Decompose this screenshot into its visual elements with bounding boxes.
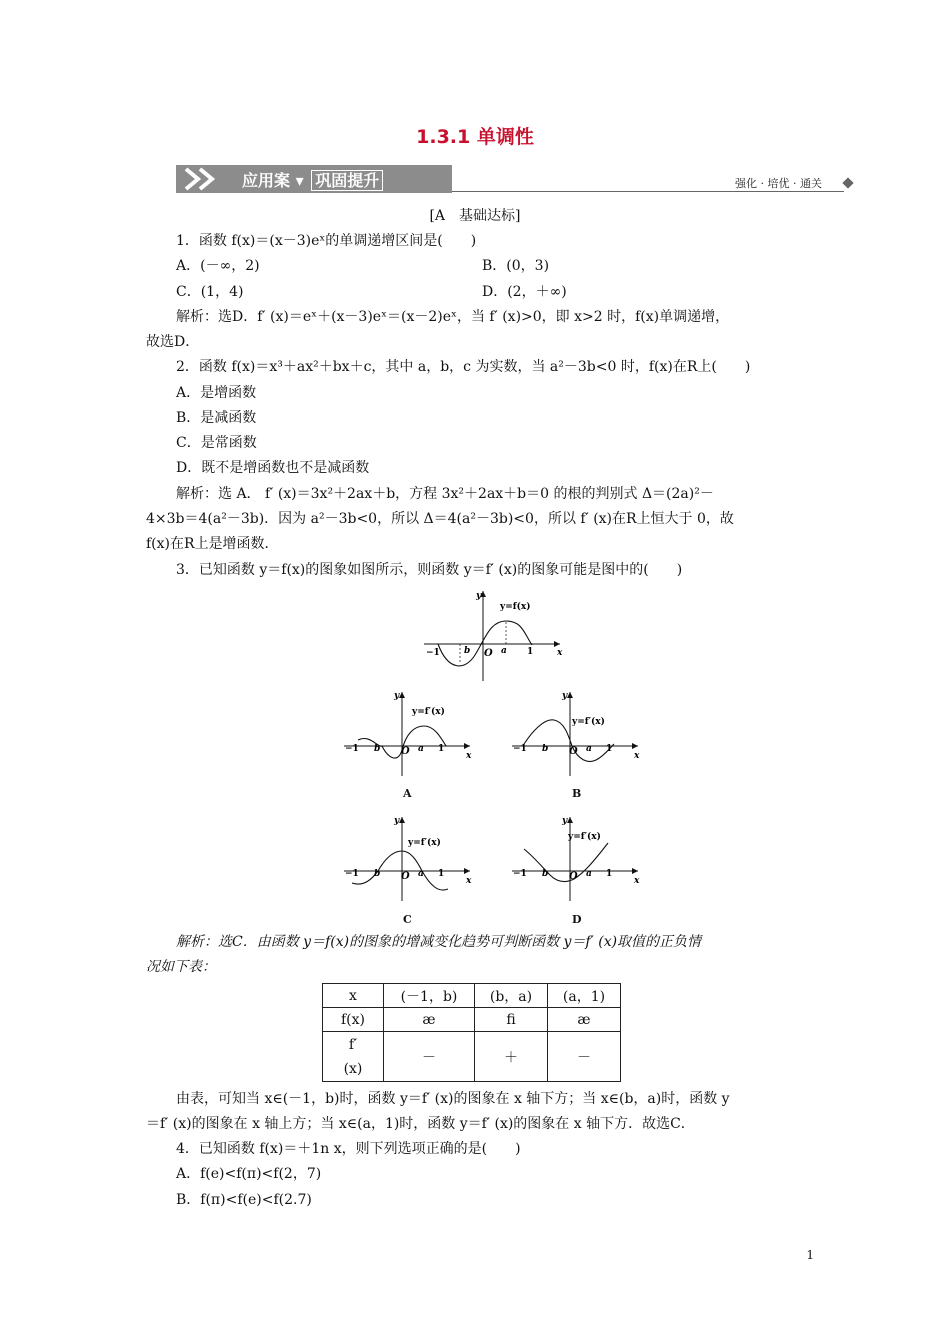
table-row-label-line1: f′: [348, 1036, 358, 1053]
section-a-heading: [A 基础达标]: [429, 208, 521, 224]
figure-option-d: [510, 813, 642, 903]
label-b: b: [542, 869, 549, 879]
curve: [524, 843, 608, 882]
q3-solution-4: ＝f′ (x)的图象在 x 轴上方；当 x∈(a，1)时，函数 y＝f′ (x)的图象在 x 轴下方．故选C．: [146, 1116, 695, 1132]
label-minus-one: −1: [345, 869, 359, 879]
table-row-label-line2: (x): [343, 1060, 363, 1077]
label-one: 1: [606, 869, 613, 879]
q1-solution-2: 故选D．: [146, 334, 200, 350]
label-o: O: [569, 871, 578, 882]
label-o: O: [401, 871, 410, 882]
table-cell: æ: [384, 1008, 475, 1032]
label-one: 1: [438, 869, 445, 879]
label-a: a: [586, 869, 592, 879]
y-arrow-icon: [567, 817, 573, 823]
figure-option-b: [510, 688, 642, 778]
x-arrow-icon: [632, 743, 638, 749]
banner-rule: [452, 191, 844, 192]
y-arrow-icon: [399, 692, 405, 698]
figure-option-a: [342, 688, 474, 778]
label-one: 1: [438, 744, 445, 754]
label-curve: y=f′(x): [568, 832, 601, 842]
label-a: a: [586, 744, 592, 754]
page-title: 1.3.1 单调性: [416, 126, 534, 148]
label-y: y: [562, 691, 568, 701]
label-minus-one: −1: [426, 648, 440, 658]
table-header-cell: (b，a): [475, 984, 548, 1008]
table-header-cell: x: [323, 984, 384, 1008]
y-arrow-icon: [567, 692, 573, 698]
q3-solution-1: 解析：选C．由函数 y＝f(x)的图象的增减变化趋势可判断函数 y＝f′ (x)取值的正负情: [176, 934, 702, 950]
label-x: x: [557, 648, 563, 658]
q3-stem: 3．已知函数 y＝f(x)的图象如图所示，则函数 y＝f′ (x)的图象可能是图中的( ): [176, 562, 683, 578]
label-y: y: [394, 691, 400, 701]
label-a: a: [501, 646, 507, 656]
label-minus-one: −1: [513, 744, 527, 754]
label-one: 1: [527, 647, 534, 657]
q1-option-a: A．(－∞，2): [176, 258, 260, 274]
figure-f: [420, 585, 565, 683]
label-curve-f: y=f(x): [500, 602, 531, 612]
q2-stem: 2．函数 f(x)＝x³＋ax²＋bx＋c，其中 a，b，c 为实数，当 a²－3b<0 时，f(x)在R上( ): [176, 359, 751, 375]
label-o: O: [569, 746, 578, 757]
table-header-cell: (a，1): [548, 984, 621, 1008]
x-arrow-icon: [554, 641, 560, 647]
label-b: b: [374, 869, 381, 879]
table-cell: ＋: [475, 1032, 548, 1082]
q4-option-a: A．f(e)<f(π)<f(2，7): [176, 1166, 322, 1182]
q1-solution-1: 解析：选D．f′ (x)＝eˣ＋(x－3)eˣ＝(x－2)eˣ，当 f′ (x)>0，即 x>2 时，f(x)单调递增，: [176, 309, 730, 325]
label-y: y: [394, 816, 400, 826]
label-y: y: [476, 591, 482, 601]
label-a: a: [418, 869, 424, 879]
q1-option-c: C．(1，4): [176, 284, 244, 300]
y-arrow-icon: [399, 817, 405, 823]
label-curve: y=f′(x): [572, 717, 605, 727]
label-curve: y=f′(x): [412, 707, 445, 717]
table-cell: －: [548, 1032, 621, 1082]
q2-option-b: B．是减函数: [176, 410, 257, 426]
x-arrow-icon: [464, 743, 470, 749]
label-y: y: [562, 816, 568, 826]
q2-solution-3: f(x)在R上是增函数．: [146, 536, 279, 552]
q2-option-d: D．既不是增函数也不是减函数: [176, 460, 370, 476]
table-header-cell: (－1，b): [384, 984, 475, 1008]
q2-solution-1: 解析：选 A． f′ (x)＝3x²＋2ax＋b，方程 3x²＋2ax＋b＝0 的根的判别式 Δ＝(2a)²－: [176, 486, 714, 502]
label-minus-one: −1: [345, 744, 359, 754]
label-minus-one: −1: [513, 869, 527, 879]
curve-f: [438, 621, 532, 666]
label-curve: y=f′(x): [408, 838, 441, 848]
q3-solution-2: 况如下表：: [146, 959, 216, 975]
x-arrow-icon: [464, 868, 470, 874]
sign-table: [322, 983, 621, 1082]
option-c-label: C: [403, 913, 412, 926]
banner-mid: 巩固提升: [311, 170, 383, 191]
label-x: x: [466, 751, 472, 761]
q1-option-d: D．(2，＋∞): [482, 284, 567, 300]
label-a: a: [418, 744, 424, 754]
page-number: 1: [806, 1248, 814, 1262]
q2-solution-2: 4×3b＝4(a²－3b)．因为 a²－3b<0，所以 Δ＝4(a²－3b)<0，所以 f′ (x)在R上恒大于 0，故: [146, 511, 734, 527]
table-cell: ﬁ: [475, 1008, 548, 1032]
label-x: x: [466, 876, 472, 886]
label-b: b: [464, 646, 471, 656]
label-x: x: [634, 876, 640, 886]
table-cell: f(x): [323, 1008, 384, 1032]
q4-option-b: B．f(π)<f(e)<f(2.7): [176, 1192, 312, 1208]
label-o: O: [401, 746, 410, 757]
table-cell: －: [384, 1032, 475, 1082]
banner-title: 应用案 ▾ 巩固提升: [242, 168, 383, 191]
q2-option-c: C．是常函数: [176, 435, 257, 451]
section-banner: [176, 165, 856, 195]
q3-solution-3: 由表，可知当 x∈(－1，b)时，函数 y＝f′ (x)的图象在 x 轴下方；当 x∈(b，a)时，函数 y: [176, 1091, 730, 1107]
q4-stem: 4．已知函数 f(x)＝＋1n x，则下列选项正确的是( ): [176, 1141, 521, 1157]
table-row-label: [323, 1032, 384, 1082]
q1-option-b: B．(0，3): [482, 258, 550, 274]
x-arrow-icon: [632, 868, 638, 874]
q1-stem: 1．函数 f(x)＝(x－3)eˣ的单调递增区间是( ): [176, 233, 477, 249]
label-x: x: [634, 751, 640, 761]
label-o: O: [484, 648, 493, 659]
option-b-label: B: [572, 787, 582, 800]
q2-option-a: A．是增函数: [176, 385, 257, 401]
double-chevron-icon: [182, 167, 226, 191]
option-d-label: D: [572, 913, 582, 926]
diamond-icon: [842, 177, 853, 188]
table-cell: æ: [548, 1008, 621, 1032]
label-one: 1: [606, 744, 613, 754]
banner-left: 应用案: [242, 171, 291, 190]
label-b: b: [542, 744, 549, 754]
figure-option-c: [342, 813, 474, 903]
banner-right: 强化 · 培优 · 通关: [735, 177, 822, 190]
option-a-label: A: [403, 787, 412, 800]
label-b: b: [374, 744, 381, 754]
